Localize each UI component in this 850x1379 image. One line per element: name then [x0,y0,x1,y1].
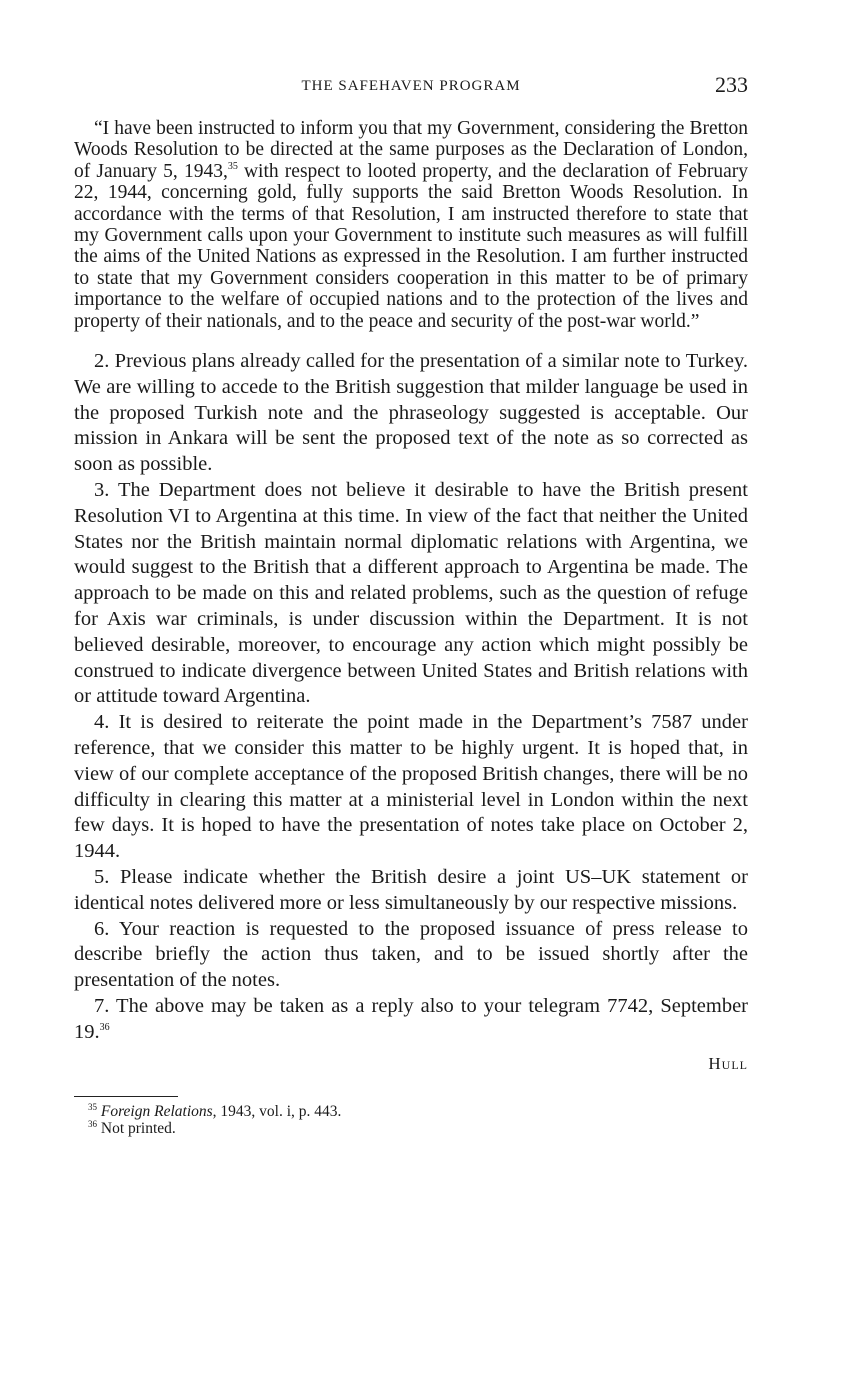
footnote-mark: 35 [88,1101,97,1112]
footnote-ref-35: 35 [227,160,238,172]
paragraph-2: 2. Previous plans already called for the presentation of a similar note to Turkey. We are willing to accede to the British suggestion that milder language be used in the proposed Turkish note and the phraseology suggested is acceptable. Our mission in Ankara will be sent the proposed text of the note as so corrected as soon as possible. [74,350,748,476]
footnote-ref-36: 36 [99,1021,110,1033]
footnote-text: , 1943, vol. i, p. 443. [212,1102,342,1120]
paragraph-3: 3. The Department does not believe it desirable to have the British present Resolution VI to Argentina at this time. In view of the fact that neither the United States nor the British maintain normal diplomatic relations with Argentina, we would suggest to the British that a different approach to Argentina be made. The approach to be made on this and related problems, such as the question of refuge for Axis war criminals, is under discussion within the Department. It is not believed desirable, moreover, to encourage any action which might possibly be construed to indicate divergence between United States and British relations with or attitude toward Argentina. [74,479,748,708]
running-title: THE SAFEHAVEN PROGRAM [301,78,521,94]
paragraph-4: 4. It is desired to reiterate the point made in the Department’s 7587 under reference, that we consider this matter to be highly urgent. It is hoped that, in view of our complete acceptance of the proposed British changes, there will be no difficulty in clearing this matter at a ministerial level in London within the next few days. It is hoped to have the presentation of notes take place on October 2, 1944. [74,711,748,863]
footnote-text: Not printed. [100,1119,176,1137]
quote-text-part-1: “I have been instructed to inform you that my Government, considering the Bretton Woods Resolution to be directed at the same purposes as the Declaration of London, of January 5, 1943, [74,118,748,182]
quote-text-part-2: with respect to looted property, and the declaration of February 22, 1944, concerning gold, fully supports the said Bretton Woods Resolution. In accordance with the terms of that Resolution, I am instructed therefore to state that my Government calls upon your Government to institute such measures as will fulfill the aims of the United Nations as expressed in the Resolution. I am further instructed to state that my Government considers cooperation in this matter to be of primary importance to the welfare of occupied nations and to the protection of the lives and property of their nationals, and to the peace and security of the post-war world.” [74,160,748,332]
paragraph-7 [74,994,748,1046]
footnote-source-title: Foreign Relations [100,1102,213,1120]
footnote-35 [88,1103,748,1120]
signature: Hull [708,1053,748,1073]
paragraph-7-text: 7. The above may be taken as a reply also to your telegram 7742, September 19. [74,994,748,1043]
quoted-note [74,118,748,332]
footnotes [74,1103,748,1137]
running-head [74,70,748,104]
document-page [74,70,748,1137]
footnote-mark: 36 [88,1118,97,1129]
page-number: 233 [715,72,748,97]
paragraph-5: 5. Please indicate whether the British desire a joint US–UK statement or identical notes delivered more or less simultaneously by our respective missions. [74,866,748,914]
footnote-36 [88,1120,748,1137]
footnote-divider [74,1096,178,1097]
paragraph-6: 6. Your reaction is requested to the proposed issuance of press release to describe briefly the action thus taken, and to be issued shortly after the presentation of the notes. [74,917,748,992]
